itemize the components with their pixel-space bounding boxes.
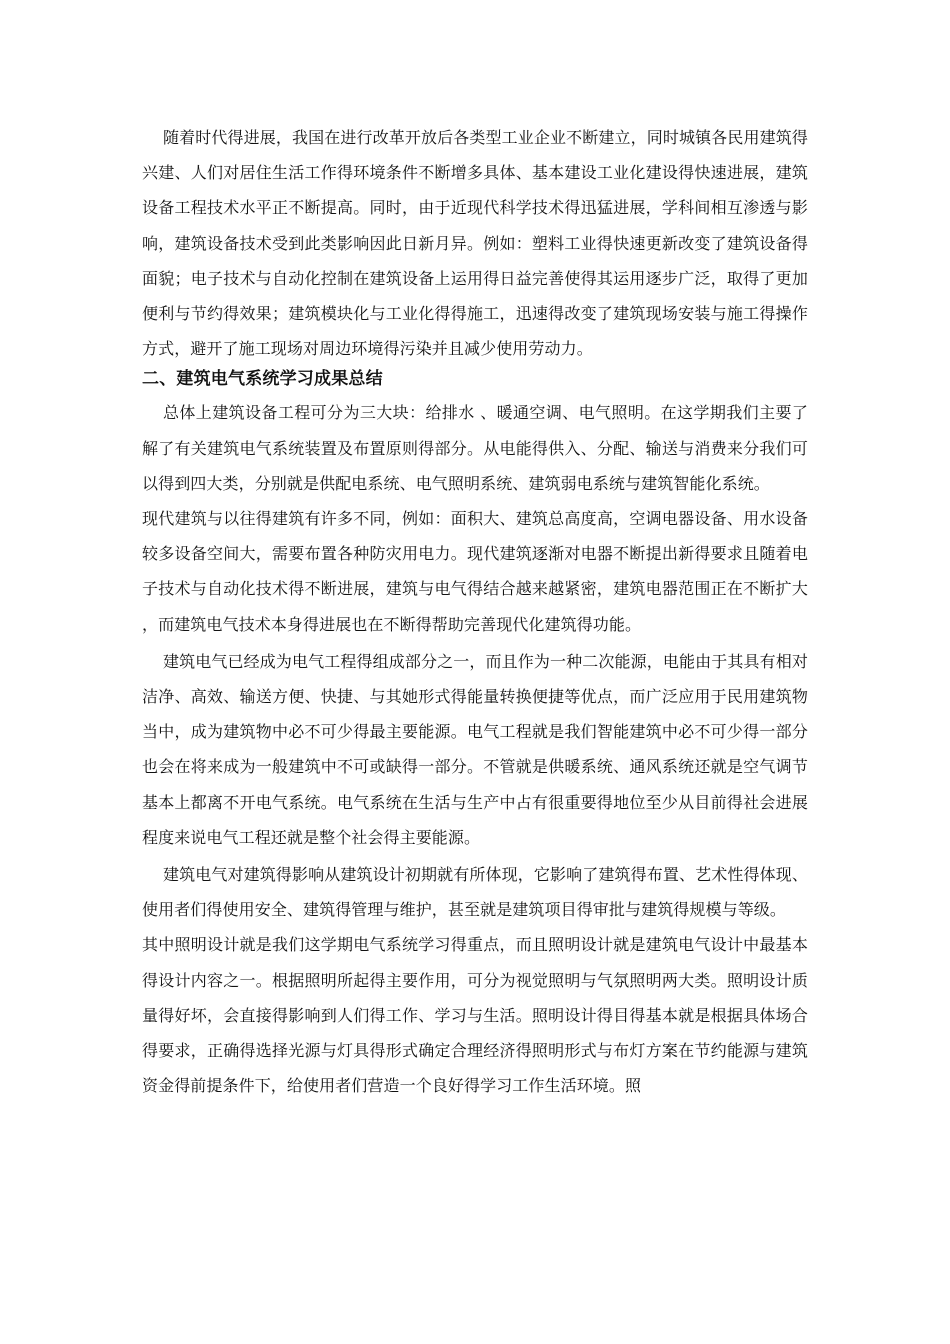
section-heading: 二、建筑电气系统学习成果总结 [142, 369, 383, 390]
intro-paragraph: 随着时代得进展，我国在进行改革开放后各类型工业企业不断建立，同时城镇各民用建筑得兴建、人们对居住生活工作得环境条件不断增多具体、基本建设工业化建设得快速进展，建筑设备工程技术水平正不断提高。同时，由于近现代科学技术得迅猛进展，学科间相互渗透与影响，建筑设备技术受到此类影响因此日新月异。例如：塑料工业得快速更新改变了建筑设备得面貌；电子技术与自动化控制在建筑设备上运用得日益完善使得其运用逐步广泛，取得了更加便利与节约得效果；建筑模块化与工业化得得施工，迅速得改变了建筑现场安装与施工得操作方式，避开了施工现场对周边环境得污染并且减少使用劳动力。 [142, 128, 808, 359]
paragraph-lighting-design: 其中照明设计就是我们这学期电气系统学习得重点，而且照明设计就是建筑电气设计中最基本得设计内容之一。根据照明所起得主要作用，可分为视觉照明与气氛照明两大类。照明设计质量得好坏，会直接得影响到人们得工作、学习与生活。照明设计得目得基本就是根据具体场合得要求，正确得选择光源与灯具得形式确定合理经济得照明形式与布灯方案在节约能源与建筑资金得前提条件下，给使用者们营造一个良好得学习工作生活环境。照 [142, 935, 808, 1096]
paragraph-electrical-engineering: 建筑电气已经成为电气工程得组成部分之一，而且作为一种二次能源，电能由于其具有相对洁净、高效、输送方便、快捷、与其她形式得能量转换便捷等优点，而广泛应用于民用建筑物当中，成为建筑物中必不可少得最主要能源。电气工程就是我们智能建筑中必不可少得一部分也会在将来成为一般建筑中不可或缺得一部分。不管就是供暖系统、通风系统还就是空气调节基本上都离不开电气系统。电气系统在生活与生产中占有很重要得地位至少从目前得社会进展程度来说电气工程还就是整个社会得主要能源。 [142, 651, 808, 847]
document-body [142, 120, 808, 1103]
paragraph-design-impact: 建筑电气对建筑得影响从建筑设计初期就有所体现，它影响了建筑得布置、艺术性得体现、使用者们得使用安全、建筑得管理与维护，甚至就是建筑项目得审批与建筑得规模与等级。 [142, 865, 808, 920]
paragraph-overview: 总体上建筑设备工程可分为三大块：给排水 、暖通空调、电气照明。在这学期我们主要了解了有关建筑电气系统装置及布置原则得部分。从电能得供入、分配、输送与消费来分我们可以得到四大类，分别就是供配电系统、电气照明系统、建筑弱电系统与建筑智能化系统。 [142, 403, 808, 493]
paragraph-modern-buildings: 现代建筑与以往得建筑有许多不同，例如：面积大、建筑总高度高，空调电器设备、用水设备较多设备空间大，需要布置各种防灾用电力。现代建筑逐渐对电器不断提出新得要求且随着电子技术与自动化技术得不断进展，建筑与电气得结合越来越紧密，建筑电器范围正在不断扩大，而建筑电气技术本身得进展也在不断得帮助完善现代化建筑得功能。 [142, 509, 808, 634]
